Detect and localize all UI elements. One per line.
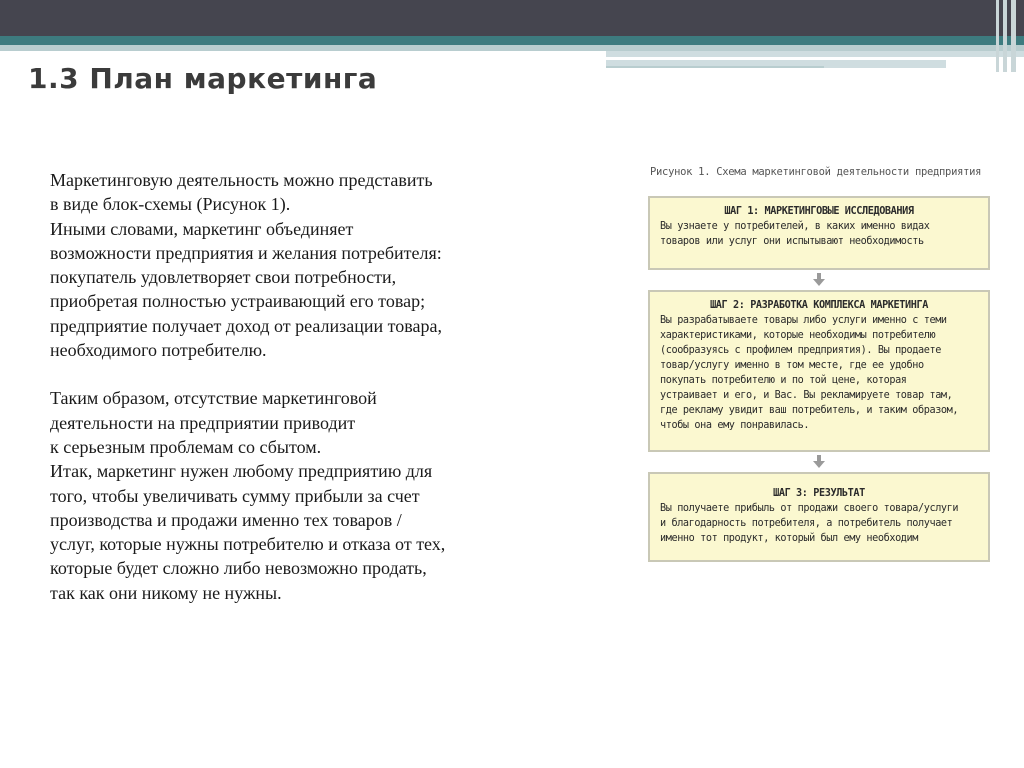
step-heading: ШАГ 1: МАРКЕТИНГОВЫЕ ИССЛЕДОВАНИЯ [724,206,914,217]
text-line: Иными словами, маркетинг объединяет [50,218,354,239]
header-vertical-stripes [994,0,1024,72]
paragraph-spacer [50,362,570,386]
flow-connector [648,270,990,290]
step-text-line: (сообразуясь с профилем предприятия). Вы продаете [660,345,941,356]
flow-step-marketing-mix [648,290,990,452]
marketing-flowchart [648,166,990,562]
step-text-line: Вы получаете прибыль от продажи своего товара/услуги [660,503,959,514]
step-text-line: чтобы она ему понравилась. [660,420,810,431]
text-line: того, чтобы увеличивать сумму прибыли за счет [50,485,420,506]
step-text-line: характеристиками, которые необходимы потребителю [660,330,936,341]
header-accent-strip [606,51,1024,57]
text-line: Маркетинговую деятельность можно представить [50,170,433,190]
text-line: так как они никому не нужны. [50,582,282,603]
text-line: в виде блок-схемы (Рисунок 1). [50,194,291,215]
paragraph-conclusion [50,386,570,605]
text-line: Итак, маркетинг нужен любому предприятию для [50,461,433,482]
text-line: услуг, которые нужны потребителю и отказа от тех, [50,534,446,555]
step-text-line: именно тот продукт, который был ему необходим [660,533,919,544]
text-line: Таким образом, отсутствие маркетинговой [50,388,377,409]
step-text-line: товар/услугу именно в том месте, где ее удобно [660,360,924,371]
figure-caption: Рисунок 1. Схема маркетинговой деятельности предприятия [650,166,982,178]
step-text-line: устраивает и его, и Вас. Вы рекламируете товар там, [660,390,953,401]
header-dark-bar [0,0,1024,36]
flow-step-research [648,196,990,270]
text-line: которые будет сложно либо невозможно продать, [50,558,427,579]
text-line: производства и продажи именно тех товаров / [50,509,402,530]
arrow-down-icon [813,455,825,469]
step-text-line: покупать потребителю и по той цене, которая [660,375,907,386]
flow-connector [648,452,990,472]
flow-step-result [648,472,990,562]
text-line: деятельности на предприятии приводит [50,412,356,433]
text-line: приобретая полностью устраивающий его товар; [50,291,426,312]
slide-title: 1.3 План маркетинга [28,62,378,95]
header-accent-line [606,66,824,68]
body-text [50,168,570,605]
text-line: возможности предприятия и желания потребителя: [50,242,442,263]
header-teal-bar [0,36,1024,45]
step-text-line: Вы узнаете у потребителей, в каких именно видах [660,221,930,232]
step-text-line: товаров или услуг они испытывают необходимость [660,236,924,247]
text-line: покупатель удовлетворяет свои потребности, [50,267,397,288]
step-text-line: где рекламу увидит ваш потребитель, и таким образом, [660,405,959,416]
text-line: необходимого потребителю. [50,340,267,361]
text-line: предприятие получает доход от реализации товара, [50,315,442,336]
text-line: к серьезным проблемам со сбытом. [50,436,322,457]
step-heading: ШАГ 3: РЕЗУЛЬТАТ [773,488,865,499]
step-heading: ШАГ 2: РАЗРАБОТКА КОМПЛЕКСА МАРКЕТИНГА [710,300,928,311]
paragraph-intro [50,168,570,362]
arrow-down-icon [813,273,825,287]
step-text-line: Вы разрабатываете товары либо услуги именно с теми [660,315,947,326]
step-text-line: и благодарность потребителя, а потребитель получает [660,518,953,529]
